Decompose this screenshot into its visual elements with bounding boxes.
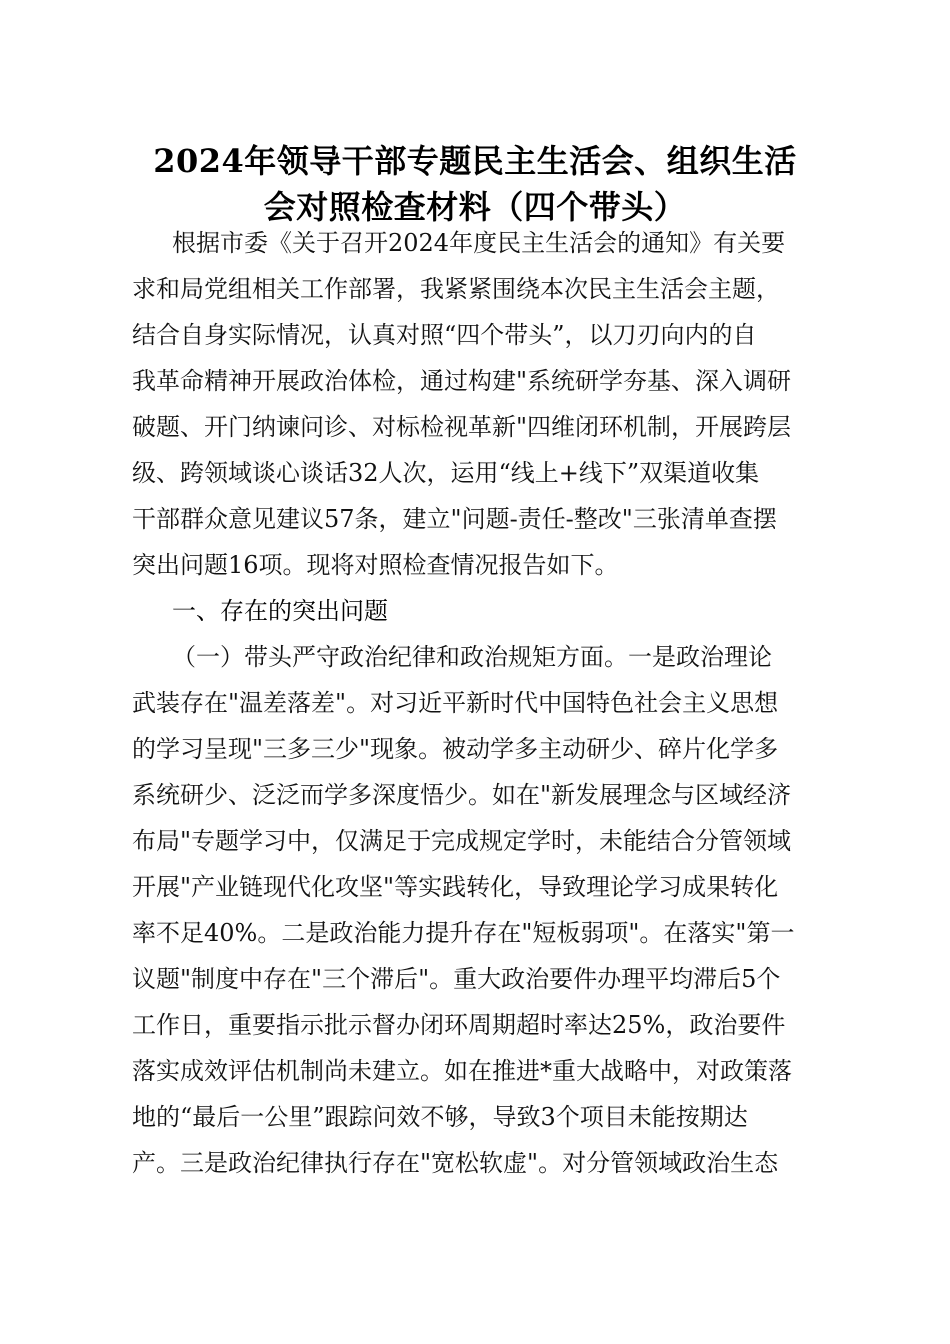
- body-line-4: 系统研少、泛泛而学多深度悟少。如在"新发展理念与区域经济: [132, 781, 792, 809]
- intro-line-3: 结合自身实际情况，认真对照“四个带头”，以刀刃向内的自: [132, 321, 757, 349]
- document-title: [100, 138, 850, 230]
- section-heading: 一、存在的突出问题: [172, 597, 388, 625]
- body-line-12: 产。三是政治纪律执行存在"宽松软虚"。对分管领域政治生态: [132, 1149, 779, 1177]
- intro-line-7: 干部群众意见建议57条，建立"问题-责任-整改"三张清单查摆: [132, 505, 777, 533]
- body-line-2: 武装存在"温差落差"。对习近平新时代中国特色社会主义思想: [132, 689, 779, 717]
- intro-line-1: 根据市委《关于召开2024年度民主生活会的通知》有关要: [172, 229, 786, 257]
- body-line-10: 落实成效评估机制尚未建立。如在推进*重大战略中，对政策落: [132, 1057, 792, 1085]
- body-line-3: 的学习呈现"三多三少"现象。被动学多主动研少、碎片化学多: [132, 735, 779, 763]
- intro-line-8: 突出问题16项。现将对照检查情况报告如下。: [132, 551, 619, 579]
- body-line-9: 工作日，重要指示批示督办闭环周期超时率达25%，政治要件: [132, 1011, 786, 1039]
- intro-line-6: 级、跨领域谈心谈话32人次，运用“线上+线下”双渠道收集: [132, 459, 760, 487]
- body-line-5: 布局"专题学习中，仅满足于完成规定学时，未能结合分管领域: [132, 827, 792, 855]
- body-line-7: 率不足40%。二是政治能力提升存在"短板弱项"。在落实"第一: [132, 919, 795, 947]
- body-line-11: 地的“最后一公里”跟踪问效不够，导致3个项目未能按期达: [132, 1103, 748, 1131]
- intro-line-4: 我革命精神开展政治体检，通过构建"系统研学夯基、深入调研: [132, 367, 792, 395]
- title-line-1: 2024年领导干部专题民主生活会、组织生活: [153, 142, 797, 180]
- body-line-6: 开展"产业链现代化攻坚"等实践转化，导致理论学习成果转化: [132, 873, 779, 901]
- body-line-8: 议题"制度中存在"三个滞后"。重大政治要件办理平均滞后5个: [132, 965, 781, 993]
- intro-line-5: 破题、开门纳谏问诊、对标检视革新"四维闭环机制，开展跨层: [132, 413, 792, 441]
- intro-line-2: 求和局党组相关工作部署，我紧紧围绕本次民主生活会主题，: [132, 275, 780, 303]
- title-line-2: 会对照检查材料（四个带头）: [263, 188, 687, 226]
- body-line-1: （一）带头严守政治纪律和政治规矩方面。一是政治理论: [172, 643, 772, 671]
